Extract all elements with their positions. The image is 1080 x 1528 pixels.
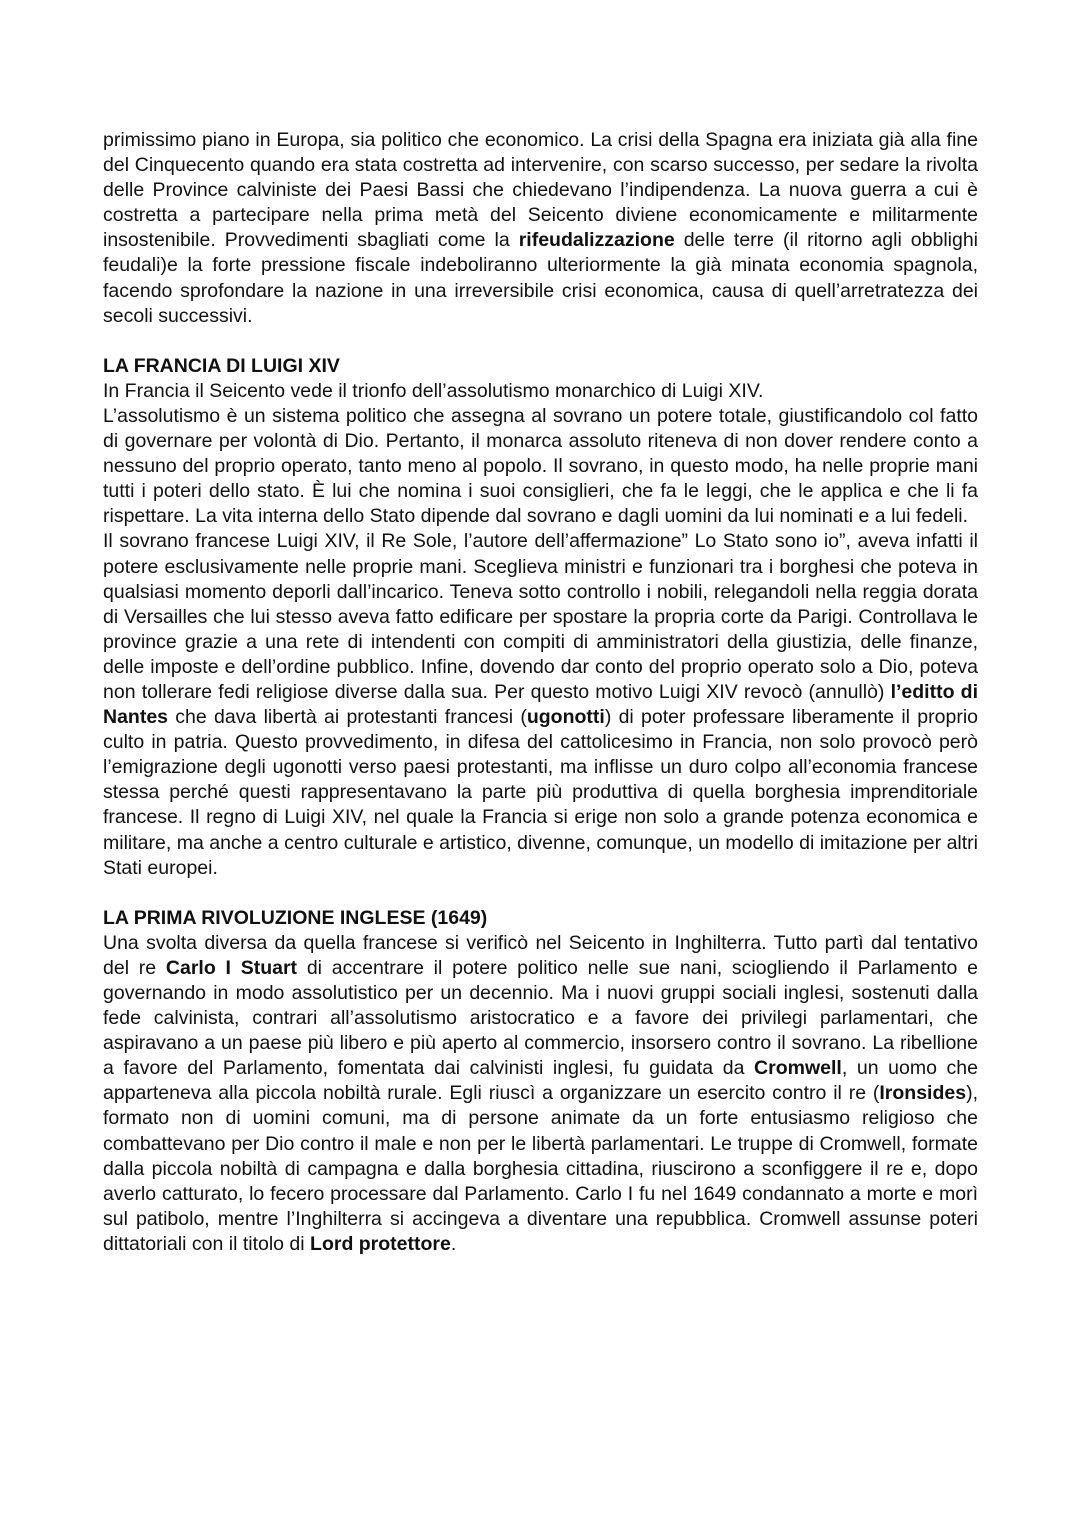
bold-term-editto-di-nantes: l’editto di Nantes (103, 680, 978, 729)
bold-term-ugonotti: ugonotti (526, 706, 605, 729)
francia-paragraph-3 (103, 529, 978, 880)
text-run: Una svolta diversa da quella francese si verificò nel Seicento in Inghilterra. Tutto partì dal tentativo del re (103, 931, 978, 979)
francia-paragraph-2: L’assolutismo è un sistema politico che assegna al sovrano un potere totale, giustificandolo col fatto di governare per volontà di Dio. Pertanto, il monarca assoluto riteneva di non dover rendere conto a nessuno del proprio operato, tanto meno al popolo. Il sovrano, in questo modo, ha nelle proprie mani tutti i poteri dello stato. È lui che nomina i suoi consiglieri, che fa le leggi, che le applica e che li fa rispettare. La vita interna dello Stato dipende dal sovrano e dagli uomini da lui nominati e a lui fedeli. (103, 404, 978, 528)
intro-paragraph (103, 128, 978, 329)
section-gap (103, 329, 978, 354)
text-run: . (450, 1232, 457, 1255)
text-run: che dava libertà ai protestanti francesi ( (168, 706, 527, 729)
text-run: , un uomo che apparteneva alla piccola nobiltà rurale. Egli riuscì a organizzare un esercito contro il re ( (103, 1057, 978, 1105)
section-heading-inghilterra: LA PRIMA RIVOLUZIONE INGLESE (1649) (103, 906, 488, 929)
bold-term-cromwell: Cromwell (754, 1057, 842, 1080)
text-run: ), formato non di uomini comuni, ma di persone animate da un forte entusiasmo religioso che combattevano per Dio contro il male e non per le libertà parlamentari. Le truppe di Cromwell, formate dalla piccola nobiltà di campagna e dalla borghesia cittadina, riuscirono a sconfiggere il re e, dopo averlo catturato, lo fecero processare dal Parlamento. Carlo I fu nel 1649 condannato a morte e morì sul patibolo, mentre l’Inghilterra si accingeva a diventare una repubblica. Cromwell assunse poteri dittatoriali con il titolo di (103, 1082, 978, 1255)
text-run: di accentrare il potere politico nelle sue nani, sciogliendo il Parlamento e governando in modo assolutistico per un decennio. Ma i nuovi gruppi sociali inglesi, sostenuti dalla fede calvinista, contrari all’assolutismo aristocratico e a favore dei privilegi parlamentari, che aspiravano a un paese più libero e più aperto al commercio, insorsero contro il sovrano. La ribellione a favore del Parlamento, fomentata dai calvinisti inglesi, fu guidata da (103, 956, 978, 1080)
bold-term-ironsides: Ironsides (879, 1082, 967, 1105)
text-run: delle terre (il ritorno agli obblighi feudali)e la forte pressione fiscale indeboliranno ulteriormente la già minata economia spagnola, facendo sprofondare la nazione in una irreversibile crisi economica, causa di quell’arretratezza dei secoli successivi. (103, 229, 979, 327)
bold-term-lord-protettore: Lord protettore (310, 1232, 451, 1255)
inghilterra-paragraph-1 (103, 931, 978, 1257)
section-heading-francia: LA FRANCIA DI LUIGI XIV (103, 354, 340, 377)
document-page (103, 128, 978, 1257)
section-gap (103, 881, 978, 906)
bold-term-carlo-i-stuart: Carlo I Stuart (165, 956, 298, 979)
text-run: Il sovrano francese Luigi XIV, il Re Sole, l’autore dell’affermazione” Lo Stato sono io”, aveva infatti il potere esclusivamente nelle proprie mani. Sceglieva ministri e funzionari tra i borghesi che poteva in qualsiasi momento deporli dall’incarico. Teneva sotto controllo i nobili, relegandoli nella reggia dorata di Versailles che lui stesso aveva fatto edificare per spostare la propria corte da Parigi. Controllava le province grazie a una rete di intendenti con compiti di amministratori della giustizia, delle finanze, delle imposte e dell’ordine pubblico. Infine, dovendo dar conto del proprio operato solo a Dio, poteva non tollerare fedi religiose diverse dalla sua. Per questo motivo Luigi XIV revocò (annullò) (103, 530, 978, 703)
francia-paragraph-1: In Francia il Seicento vede il trionfo dell’assolutismo monarchico di Luigi XIV. (103, 379, 764, 402)
text-run: ) di poter professare liberamente il proprio culto in patria. Questo provvedimento, in difesa del cattolicesimo in Francia, non solo provocò però l’emigrazione degli ugonotti verso paesi protestanti, ma inflisse un duro colpo all’economia francese stessa perché questi rappresentavano la parte più produttiva di quella borghesia imprenditoriale francese. Il regno di Luigi XIV, nel quale la Francia si erige non solo a grande potenza economica e militare, ma anche a centro culturale e artistico, divenne, comunque, un modello di imitazione per altri Stati europei. (103, 706, 978, 879)
bold-term-rifeudalizzazione: rifeudalizzazione (518, 229, 675, 252)
text-run: primissimo piano in Europa, sia politico che economico. La crisi della Spagna era iniziata già alla fine del Cinquecento quando era stata costretta ad intervenire, con scarso successo, per sedare la rivolta delle Province calviniste dei Paesi Bassi che chiedevano l’indipendenza. La nuova guerra a cui è costretta a partecipare nella prima metà del Seicento diviene economicamente e militarmente insostenibile. Provvedimenti sbagliati come la (103, 129, 978, 252)
